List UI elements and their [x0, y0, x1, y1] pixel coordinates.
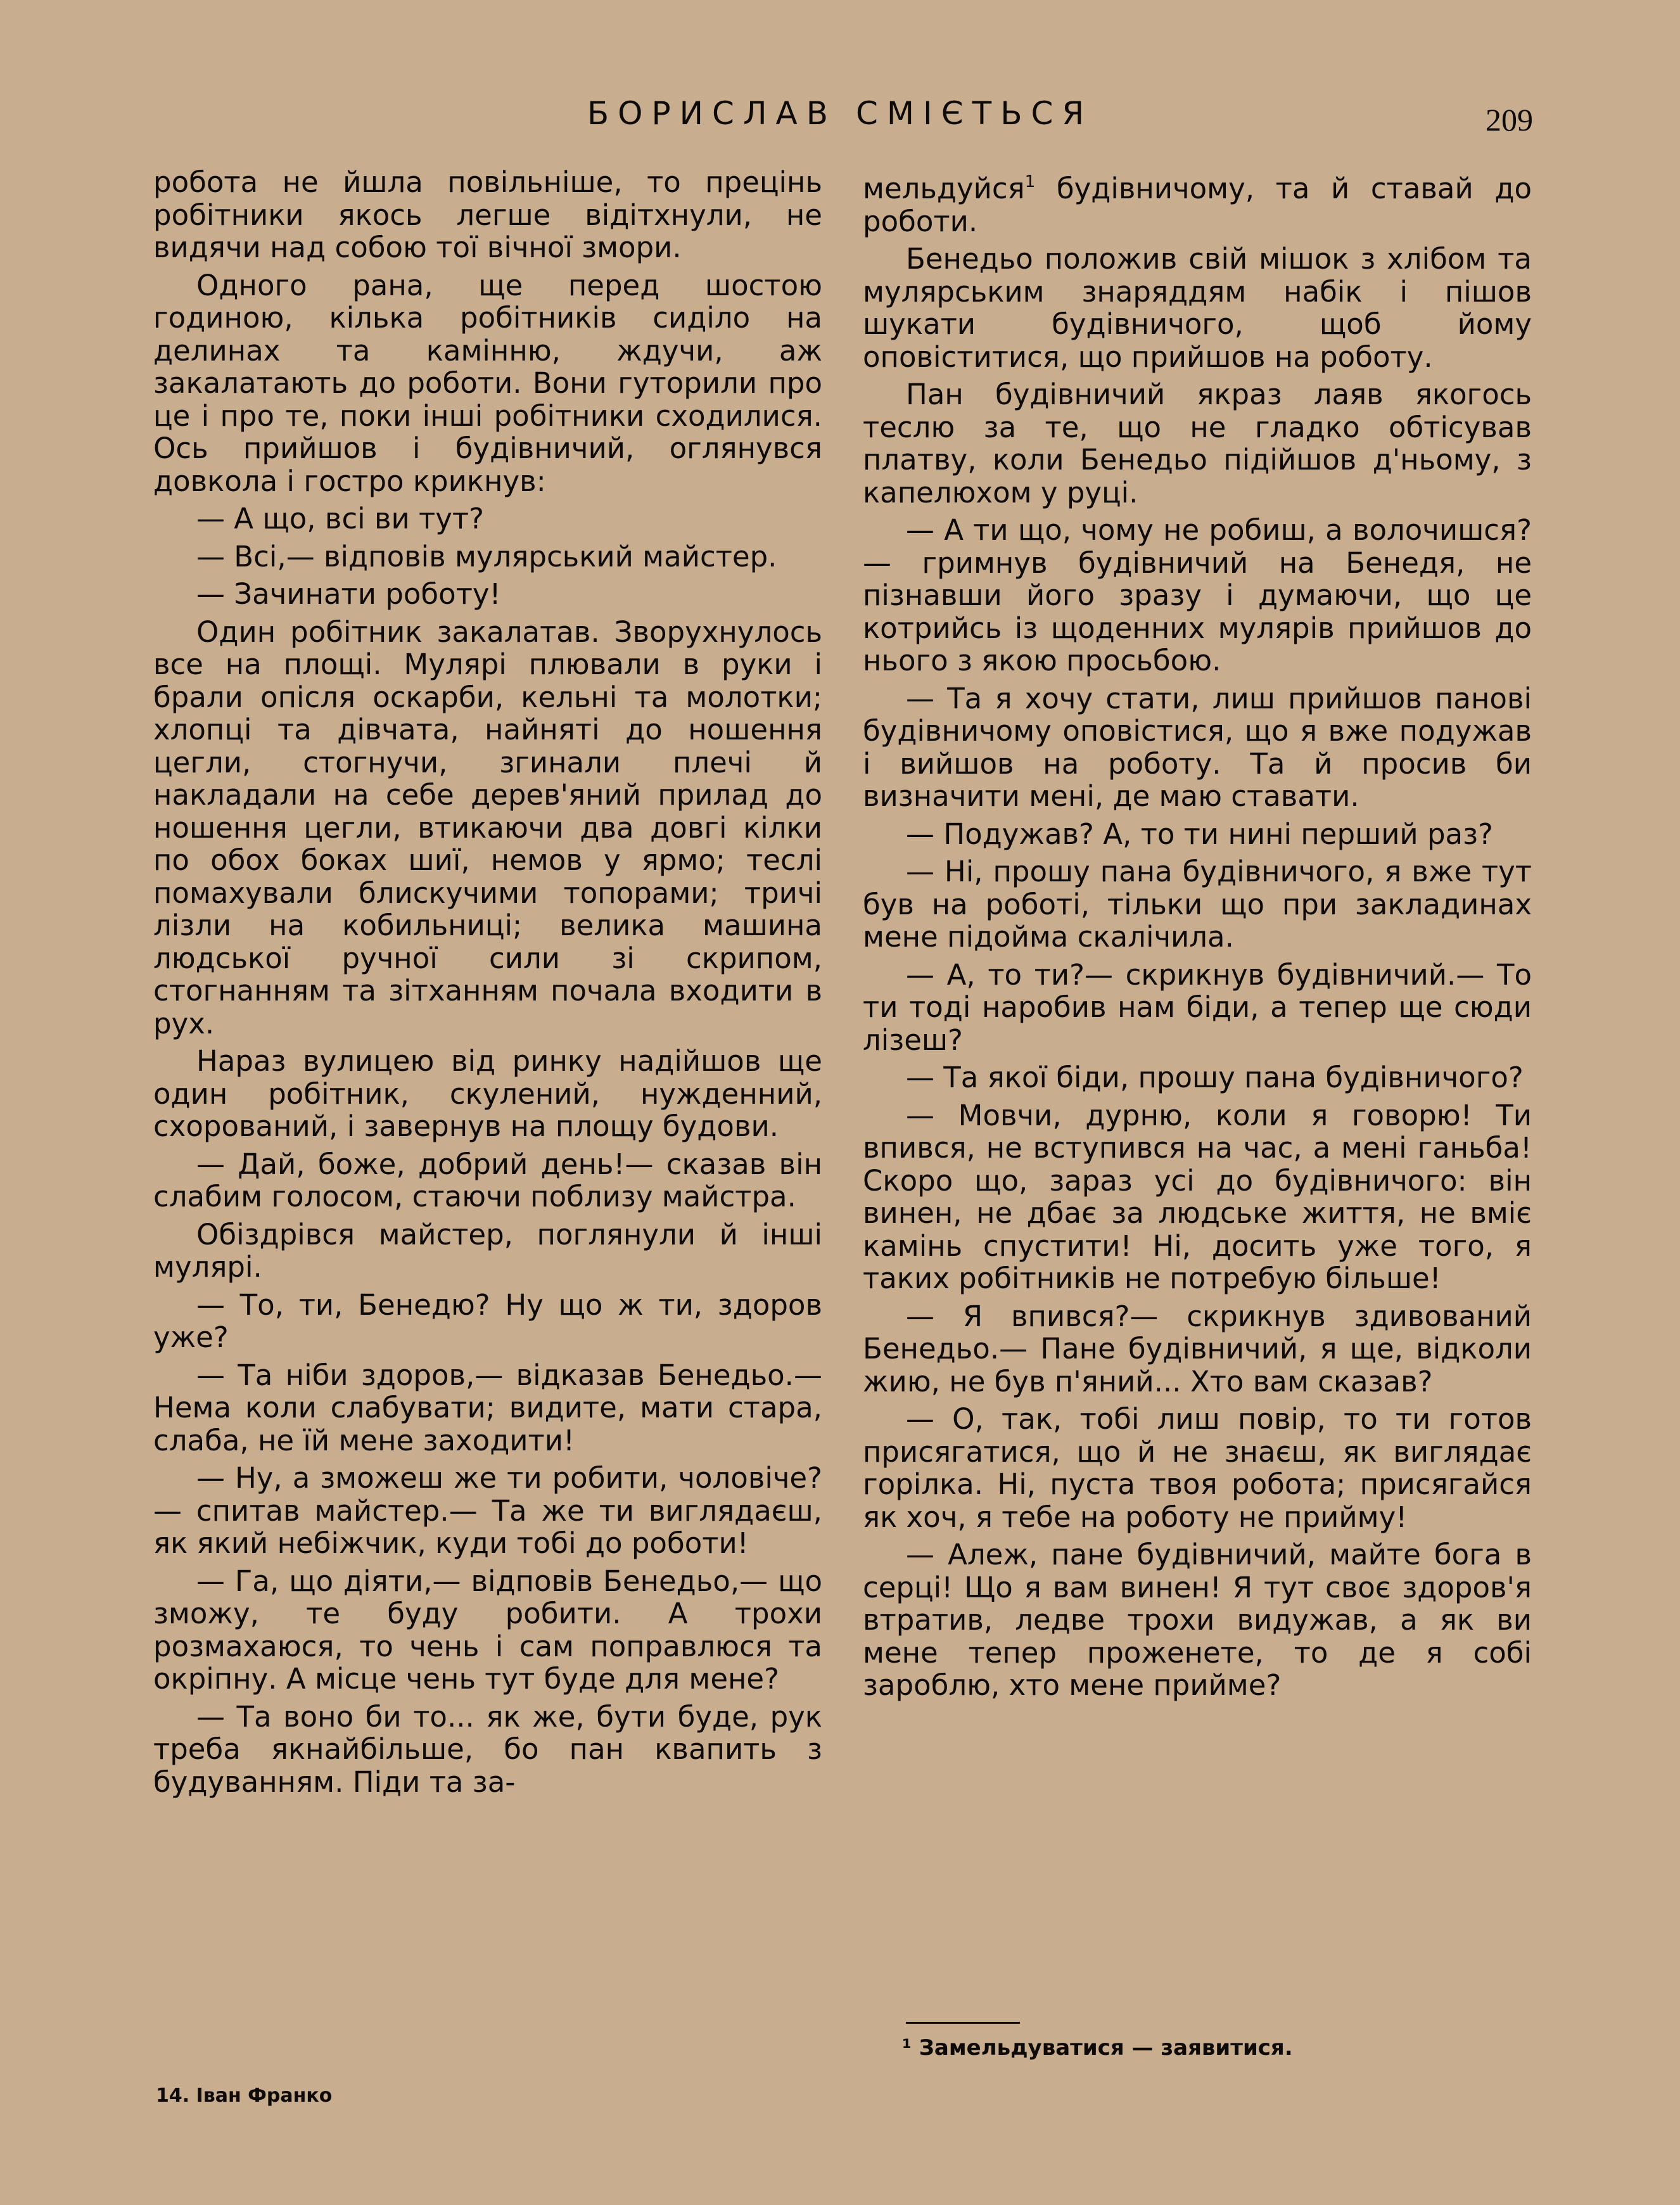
paragraph: — Та ніби здоров,— відказав Бенедьо.— Нема коли слабувати; видите, мати стара, слаба, не їй мене заходити! [153, 1358, 822, 1457]
paragraph: — Мовчи, дурню, коли я говорю! Ти впився, не вступився на час, а мені ганьба! Скоро що, зараз усі до будівничого: він винен, не дбає за людське життя, не вміє камінь спустити! Ні, досить уже того, я таких робітників не потребую більше! [863, 1098, 1532, 1295]
paragraph: — Га, що діяти,— відповів Бенедьо,— що зможу, те буду робити. А трохи розмахаюся, то чень і сам поправлюся та окріпну. А місце чень тут буде для мене? [153, 1564, 822, 1696]
paragraph: — Всі,— відповів мулярський майстер. [196, 539, 777, 573]
paragraph: — Зачинати роботу! [196, 577, 501, 611]
paragraph: — Ні, прошу пана будівничого, я вже тут був на роботі, тільки що при закладинах мене підойма скалічила. [863, 855, 1532, 954]
paragraph: — Подужав? А, то ти нині перший раз? [906, 817, 1493, 851]
paragraph: — Та я хочу стати, лиш прийшов панові будівничому оповістися, що я вже подужав і вийшов на роботу. Та й просив би визначити мені, де маю ставати. [863, 681, 1532, 813]
left-column [153, 166, 822, 1803]
paragraph: — Та воно би то... як же, бути буде, рук треба якнайбільше, бо пан квапить з будуванням. Піди та за- [153, 1699, 822, 1799]
paragraph: — А, то ти?— скрикнув будівничий.— То ти тоді наробив нам біди, а тепер ще сюди лізеш? [863, 957, 1532, 1057]
footnote [902, 2035, 1293, 2061]
right-column [863, 166, 1532, 1707]
paragraph: Обіздрівся майстер, поглянули й інші мулярі. [153, 1217, 822, 1284]
paragraph-text: будівничому, та й ставай до роботи. [863, 172, 1532, 238]
paragraph: Один робітник закалатав. Зворухнулось все на площі. Мулярі плювали в руки і брали опісля оскарби, кельні та молотки; хлопці та дівчата, найняті до ношення цегли, стогнучи, згинали плечі й накладали на себе дерев'яний прилад до ношення цегли, втикаючи два довгі кілки по обох боках шиї, немов у ярмо; теслі помахували блискучими топорами; тричі лізли на кобильниці; велика машина людської ручної сили зі скрипом, стогнанням та зітханням почала входити в рух. [153, 615, 822, 1040]
paragraph: робота не йшла повільніше, то прецінь робітники якось легше відітхнули, не видячи над собою тої вічної змори. [153, 165, 822, 264]
paragraph [863, 166, 1532, 238]
footnote-marker: 1 [1024, 172, 1036, 191]
paragraph: — Ну, а зможеш же ти робити, чоловіче?— спитав майстер.— Та же ти виглядаєш, як який небіжчик, куди тобі до роботи! [153, 1461, 822, 1560]
paragraph: — А що, всі ви тут? [196, 502, 484, 535]
paragraph: — Дай, боже, добрий день!— сказав він слабим голосом, стаючи поблизу майстра. [153, 1147, 822, 1213]
paragraph: Бенедьо положив свій мішок з хлібом та мулярським знаряддям набік і пішов шукати будівничого, щоб йому оповіститися, що прийшов на роботу. [863, 242, 1532, 374]
footnote-text: Замельдуватися — заявитися. [919, 2035, 1293, 2061]
paragraph-text: мельдуйся [863, 172, 1025, 205]
paragraph: — Та якої біди, прошу пана будівничого? [906, 1061, 1524, 1094]
paragraph: Пан будівничий якраз лаяв якогось теслю за те, що не гладко обтісував платву, коли Бенедьо підійшов д'ньому, з капелюхом у руці. [863, 378, 1532, 509]
paragraph: Одного рана, ще перед шостою годиною, кілька робітників сиділо на делинах та камінню, ждучи, аж закалатають до роботи. Вони гуторили про це і про те, поки інші робітники сходилися. Ось прийшов і будівничий, оглянувся довкола і гостро крикнув: [153, 268, 822, 498]
running-title: БОРИСЛАВ СМІЄТЬСЯ [587, 95, 1093, 132]
paragraph: — То, ти, Бенедю? Ну що ж ти, здоров уже? [153, 1288, 822, 1354]
signature-mark: 14. Іван Франко [156, 2085, 333, 2107]
page-number: 209 [1486, 102, 1533, 137]
paragraph: — Я впився?— скрикнув здивований Бенедьо.— Пане будівничий, я ще, відколи жию, не був п'яний... Хто вам сказав? [863, 1299, 1532, 1398]
paragraph: — А ти що, чому не робиш, а волочишся?— гримнув будівничий на Бенедя, не пізнавши його зразу і думаючи, що це котрийсь із щоденних мулярів прийшов до нього з якою просьбою. [863, 513, 1532, 677]
footnote-divider [906, 2022, 1020, 2024]
paragraph: Нараз вулицею від ринку надійшов ще один робітник, скулений, нужденний, схорований, і завернув на площу будови. [153, 1044, 822, 1143]
paragraph: — Алеж, пане будівничий, майте бога в серці! Що я вам винен! Я тут своє здоров'я втратив, ледве трохи видужав, а як ви мене тепер проженете, то де я собі зароблю, хто мене прийме? [863, 1538, 1532, 1702]
paragraph: — О, так, тобі лиш повір, то ти готов присягатися, що й не знаєш, як виглядає горілка. Ні, пуста твоя робота; присягайся як хоч, я тебе на роботу не прийму! [863, 1402, 1532, 1534]
footnote-mark: ¹ [902, 2035, 912, 2061]
